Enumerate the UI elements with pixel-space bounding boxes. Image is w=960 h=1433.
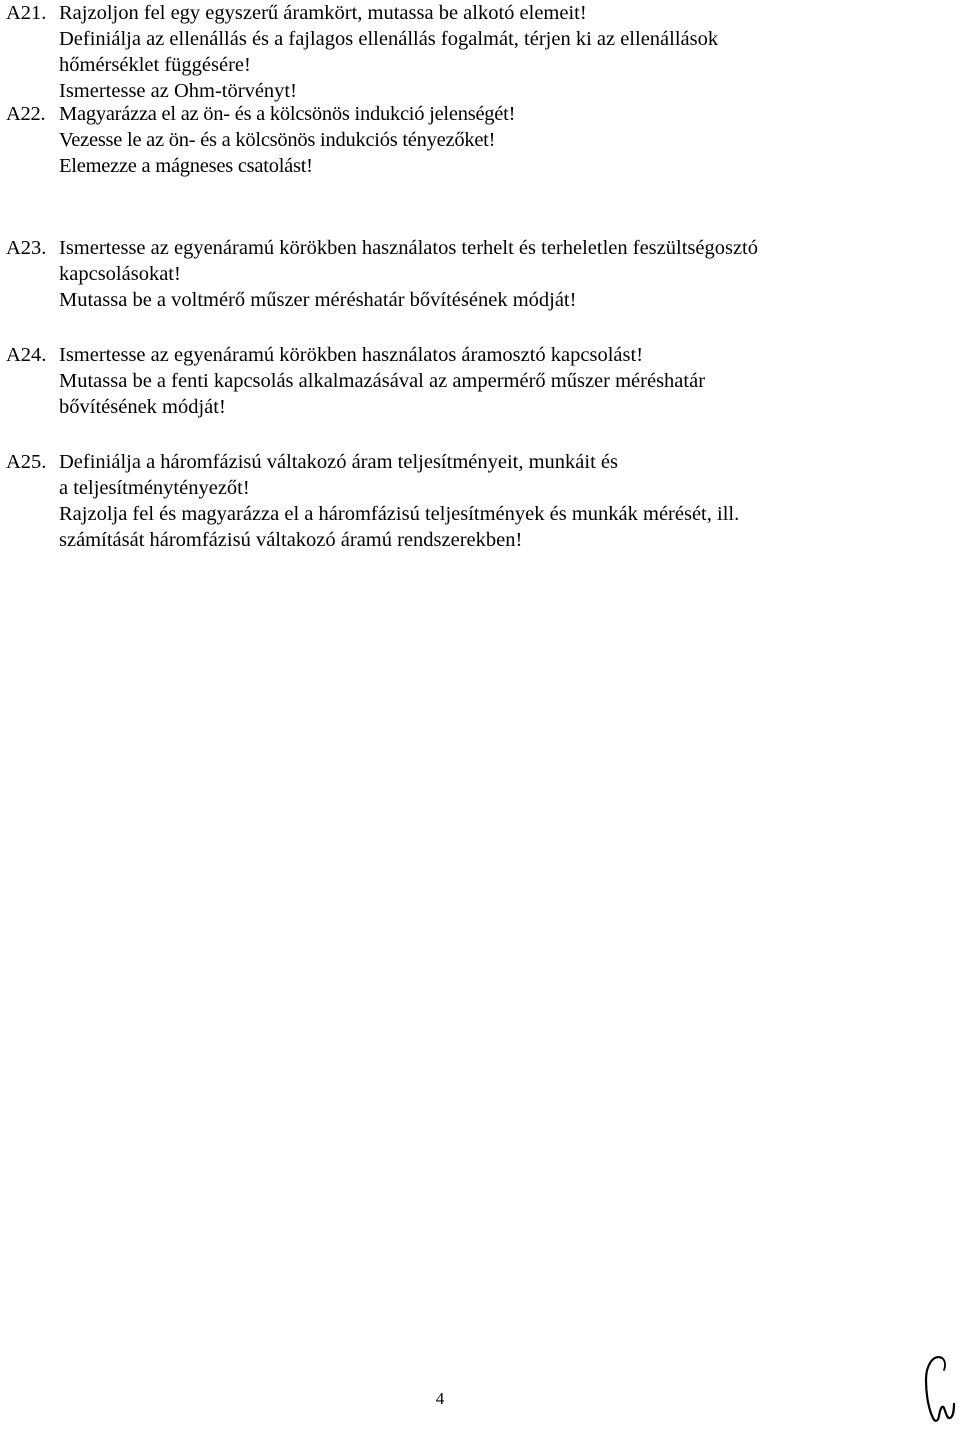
page-number: 4 (435, 1389, 445, 1408)
question-number: A23. (6, 237, 47, 259)
question-line: Rajzoljon fel egy egyszerű áramkört, mutassa be alkotó elemeit! (59, 2, 587, 24)
question-line: Elemezze a mágneses csatolást! (59, 155, 313, 177)
question-number: A22. (6, 103, 46, 125)
question-line: Magyarázza el az ön- és a kölcsönös indukció jelenségét! (59, 103, 516, 125)
question-line: a teljesítménytényezőt! (59, 477, 250, 499)
question-text (59, 0, 950, 104)
question-line: Mutassa be a fenti kapcsolás alkalmazásával az ampermérő műszer méréshatár (59, 370, 706, 392)
question-line: Ismertesse az egyenáramú körökben használatos áramosztó kapcsolást! (59, 344, 644, 366)
question-text (59, 235, 950, 313)
question-text (59, 101, 950, 179)
question-line: Ismertesse az Ohm-törvényt! (59, 80, 297, 102)
question-text (59, 449, 950, 553)
question-a21 (6, 0, 950, 104)
question-line: kapcsolásokat! (59, 263, 181, 285)
question-line: Mutassa be a voltmérő műszer méréshatár bővítésének módját! (59, 289, 577, 311)
question-line: Ismertesse az egyenáramú körökben használatos terhelt és terheletlen feszültségosztó (59, 237, 758, 259)
signature-icon (920, 1352, 956, 1426)
question-number: A21. (6, 2, 47, 24)
question-number: A24. (6, 344, 47, 366)
question-line: bővítésének módját! (59, 396, 226, 418)
question-a23 (6, 235, 950, 313)
question-line: hőmérséklet függésére! (59, 54, 251, 76)
question-a24 (6, 342, 950, 420)
question-a25 (6, 449, 950, 553)
question-line: Rajzolja fel és magyarázza el a háromfázisú teljesítmények és munkák mérését, ill. (59, 503, 740, 525)
question-number: A25. (6, 451, 47, 473)
question-text (59, 342, 950, 420)
question-line: Definiálja az ellenállás és a fajlagos ellenállás fogalmát, térjen ki az ellenállások (59, 28, 719, 50)
question-line: Vezesse le az ön- és a kölcsönös indukciós tényezőket! (59, 129, 496, 151)
question-line: Definiálja a háromfázisú váltakozó áram teljesítményeit, munkáit és (59, 451, 618, 473)
question-a22 (6, 101, 950, 179)
question-line: számítását háromfázisú váltakozó áramú rendszerekben! (59, 529, 523, 551)
